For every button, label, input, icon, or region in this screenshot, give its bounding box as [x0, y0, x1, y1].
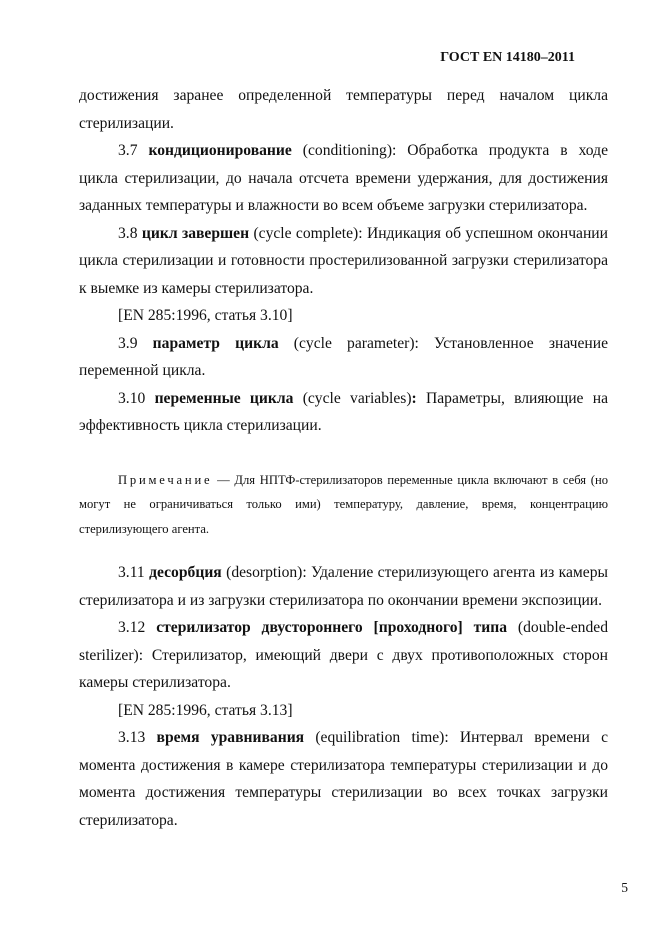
definition-3-10 — [79, 385, 608, 440]
note-text: Для НПТФ-стерилизаторов переменные цикла включают в себя (но могут не ограничиваться только ими) температуру, давление, время, концентрацию стерилизующего агента. — [79, 472, 609, 536]
clause-number: 3.11 — [118, 564, 145, 581]
definition-3-12 — [79, 614, 608, 697]
source-reference: [EN 285:1996, статья 3.10] — [118, 307, 293, 324]
term: время уравнивания — [156, 729, 305, 746]
definition-3-9 — [79, 330, 608, 385]
clause-number: 3.9 — [118, 334, 138, 352]
definition-text: (cycle complete): Индикация об успешном окончании цикла стерилизации и готовности простерилизованной загрузки стерилизатора к выемке из камеры стерилизатора. — [79, 224, 608, 297]
note-dash: — — [212, 472, 235, 487]
clause-number: 3.8 — [118, 224, 138, 242]
source-reference: [EN 285:1996, статья 3.13] — [118, 701, 293, 719]
term: десорбция — [149, 564, 222, 581]
clause-number: 3.10 — [118, 389, 146, 407]
document-body — [79, 82, 608, 834]
term: переменные цикла — [154, 389, 294, 407]
note-label: Примечание — [118, 472, 213, 487]
paragraph-continuation: достижения заранее определенной температуры перед началом цикла стерилизации. — [79, 87, 608, 132]
definition-text: (desorption): Удаление стерилизующего агента из камеры стерилизатора и из загрузки стерилизатора по окончании времени экспозиции. — [79, 564, 608, 609]
clause-number: 3.13 — [118, 729, 146, 746]
page-number: 5 — [621, 880, 628, 895]
definition-text: Параметры, влияющие на эффективность цикла стерилизации. — [79, 389, 608, 434]
definition-text: (equilibration time): Интервал времени с момента достижения в камере стерилизатора температуры стерилизации и до момента достижения температуры стерилизации во всех точках загрузки стерилизатора. — [79, 729, 608, 829]
term: цикл завершен — [141, 224, 250, 242]
definition-text: (double-ended sterilizer): Стерилизатор, имеющий двери с двух противоположных сторон камеры стерилизатора. — [79, 619, 608, 691]
term: кондиционирование — [148, 142, 292, 159]
colon: : — [411, 389, 417, 407]
definition-3-11 — [79, 559, 608, 614]
term: стерилизатор двустороннего [проходного] типа — [156, 619, 508, 636]
definition-3-8 — [79, 220, 608, 303]
definition-text: (cycle parameter): Установленное значение переменной цикла. — [79, 334, 608, 379]
clause-number: 3.7 — [118, 142, 138, 159]
definition-english: (cycle variables) — [293, 389, 412, 407]
document-header: ГОСТ EN 14180–2011 — [440, 50, 575, 65]
definition-3-13 — [79, 724, 608, 834]
note-block — [79, 468, 608, 542]
term: параметр цикла — [152, 334, 279, 352]
definition-3-7 — [79, 137, 608, 220]
clause-number: 3.12 — [118, 619, 146, 636]
definition-text: (conditioning): Обработка продукта в ходе цикла стерилизации, до начала отсчета времени удержания, для достижения заданных температуры и влажности во всем объеме загрузки стерилизатора. — [79, 142, 608, 214]
